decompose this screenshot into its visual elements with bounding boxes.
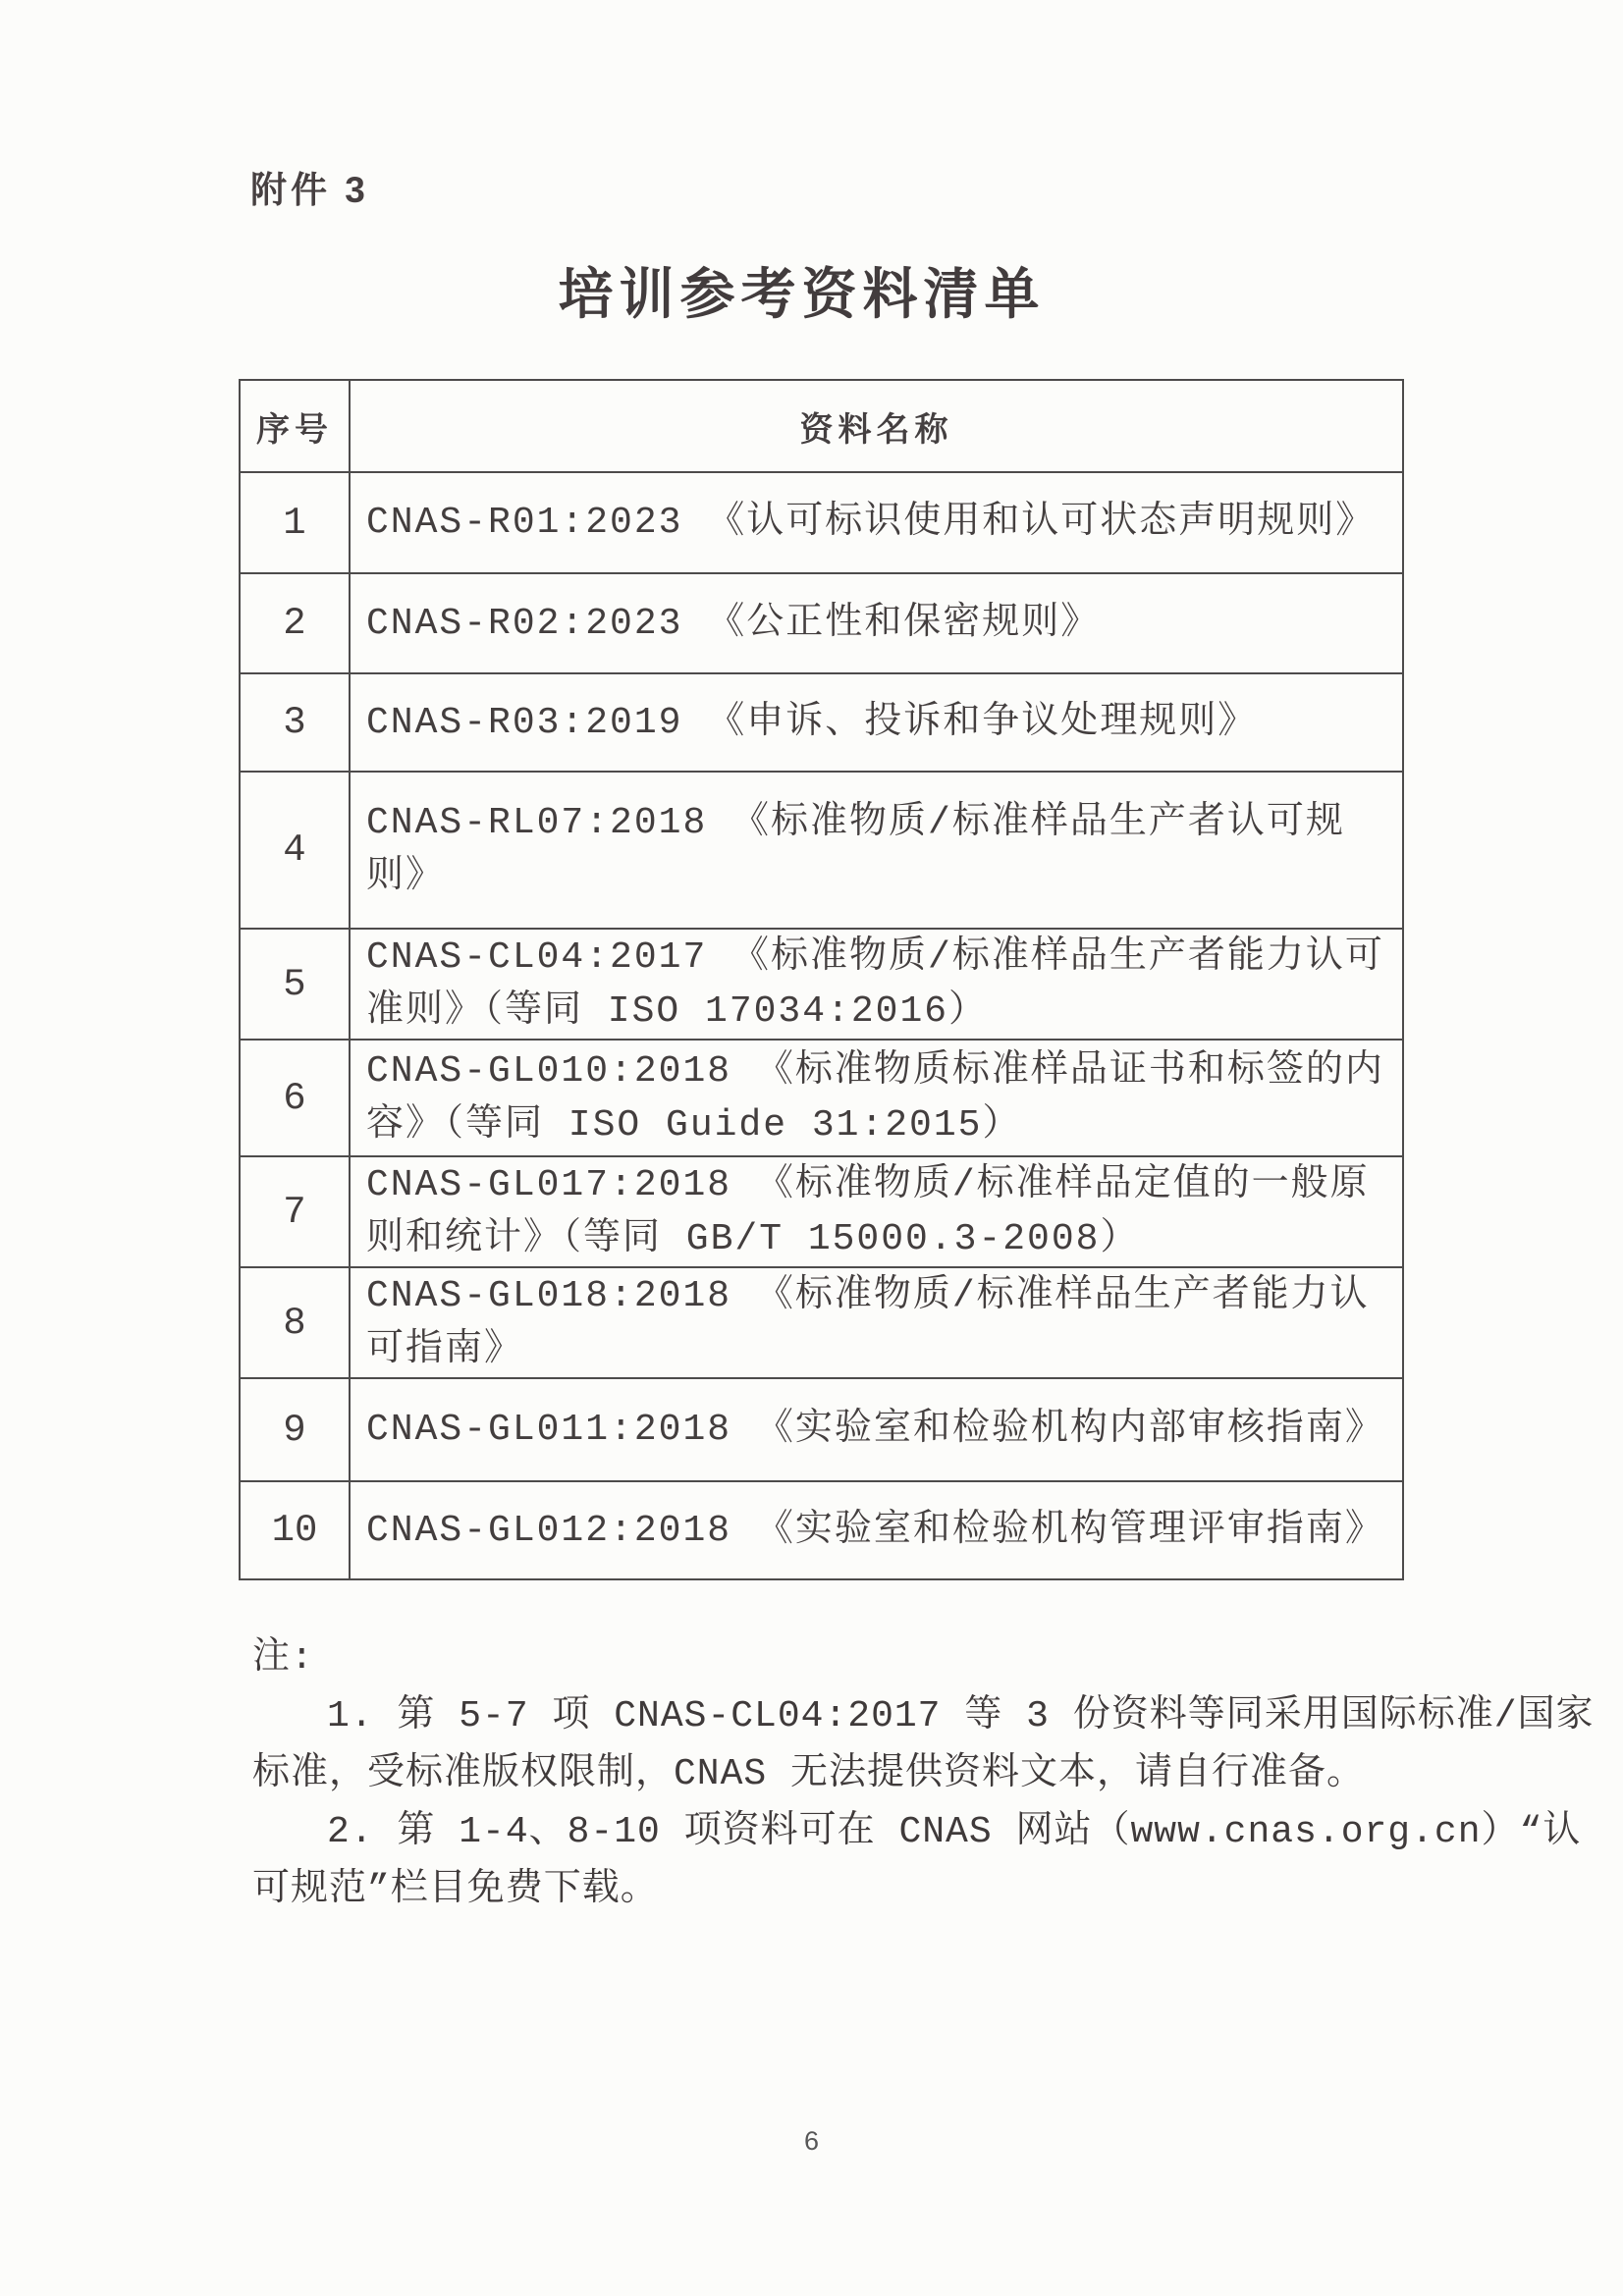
table-row <box>240 1481 1403 1579</box>
page-title: 培训参考资料清单 <box>558 263 1046 325</box>
row-name-cell <box>350 573 1403 673</box>
row-name-cell <box>350 1378 1403 1481</box>
row-number-cell: 1 <box>240 472 350 573</box>
row-name-cell <box>350 772 1403 929</box>
row-name-cell <box>350 1481 1403 1579</box>
row-number-cell: 10 <box>240 1481 350 1579</box>
attachment-label: 附件 3 <box>250 170 369 210</box>
row-name-line: CNAS-GL012:2018 《实验室和检验机构管理评审指南》 <box>366 1509 1384 1552</box>
row-name-cell <box>350 673 1403 772</box>
row-name-line: 可指南》 <box>366 1328 524 1371</box>
table-row <box>240 772 1403 929</box>
row-number-cell: 5 <box>240 929 350 1040</box>
row-name-line: CNAS-R03:2019 《申诉、投诉和争议处理规则》 <box>366 701 1258 744</box>
reference-material-table <box>239 379 1404 1580</box>
row-name-line: CNAS-R01:2023 《认可标识使用和认可状态声明规则》 <box>366 502 1376 544</box>
note-line: 1. 第 5-7 项 CNAS-CL04:2017 等 3 份资料等同采用国际标准/国家 <box>327 1695 1595 1737</box>
row-name-line: 则和统计》（等同 GB/T 15000.3-2008） <box>366 1217 1140 1260</box>
notes-section <box>252 1629 1595 1919</box>
row-number-cell: 7 <box>240 1156 350 1267</box>
table-row <box>240 1267 1403 1378</box>
row-name-cell <box>350 1040 1403 1156</box>
table-row <box>240 673 1403 772</box>
row-name-line: 容》（等同 ISO Guide 31:2015） <box>366 1103 1022 1147</box>
row-name-line: CNAS-GL010:2018 《标准物质标准样品证书和标签的内 <box>366 1049 1384 1093</box>
row-name-line: CNAS-GL017:2018 《标准物质/标准样品定值的一般原 <box>366 1163 1370 1206</box>
row-name-line: 则》 <box>366 856 446 898</box>
row-number-cell: 8 <box>240 1267 350 1378</box>
row-number-cell: 9 <box>240 1378 350 1481</box>
table-row <box>240 573 1403 673</box>
header-name: 资料名称 <box>350 380 1403 472</box>
note-line: 标准，受标准版权限制，CNAS 无法提供资料文本，请自行准备。 <box>252 1753 1366 1795</box>
row-number-cell: 4 <box>240 772 350 929</box>
table-row <box>240 472 1403 573</box>
row-name-cell <box>350 472 1403 573</box>
row-number-cell: 2 <box>240 573 350 673</box>
table-row <box>240 1040 1403 1156</box>
row-name-cell <box>350 929 1403 1040</box>
row-name-line: CNAS-CL04:2017 《标准物质/标准样品生产者能力认可 <box>366 935 1384 979</box>
row-name-line: CNAS-GL011:2018 《实验室和检验机构内部审核指南》 <box>366 1409 1384 1451</box>
note-line: 2. 第 1-4、8-10 项资料可在 CNAS 网站（www.cnas.org.cn）“认 <box>327 1811 1582 1853</box>
row-name-cell <box>350 1156 1403 1267</box>
row-name-line: CNAS-RL07:2018 《标准物质/标准样品生产者认可规 <box>366 802 1345 844</box>
row-name-line: CNAS-GL018:2018 《标准物质/标准样品生产者能力认 <box>366 1274 1370 1317</box>
row-name-line: 准则》（等同 ISO 17034:2016） <box>366 989 989 1033</box>
note-line: 可规范”栏目免费下载。 <box>252 1869 659 1911</box>
table-row <box>240 1378 1403 1481</box>
row-number-cell: 3 <box>240 673 350 772</box>
table-row <box>240 1156 1403 1267</box>
row-name-cell <box>350 1267 1403 1378</box>
table-body <box>240 380 1403 1579</box>
table-row <box>240 929 1403 1040</box>
header-no: 序号 <box>240 380 350 472</box>
notes-label: 注: <box>252 1637 314 1680</box>
row-number-cell: 6 <box>240 1040 350 1156</box>
row-name-line: CNAS-R02:2023 《公正性和保密规则》 <box>366 602 1101 645</box>
table-header-row <box>240 380 1403 472</box>
page-number: 6 <box>803 2126 820 2156</box>
